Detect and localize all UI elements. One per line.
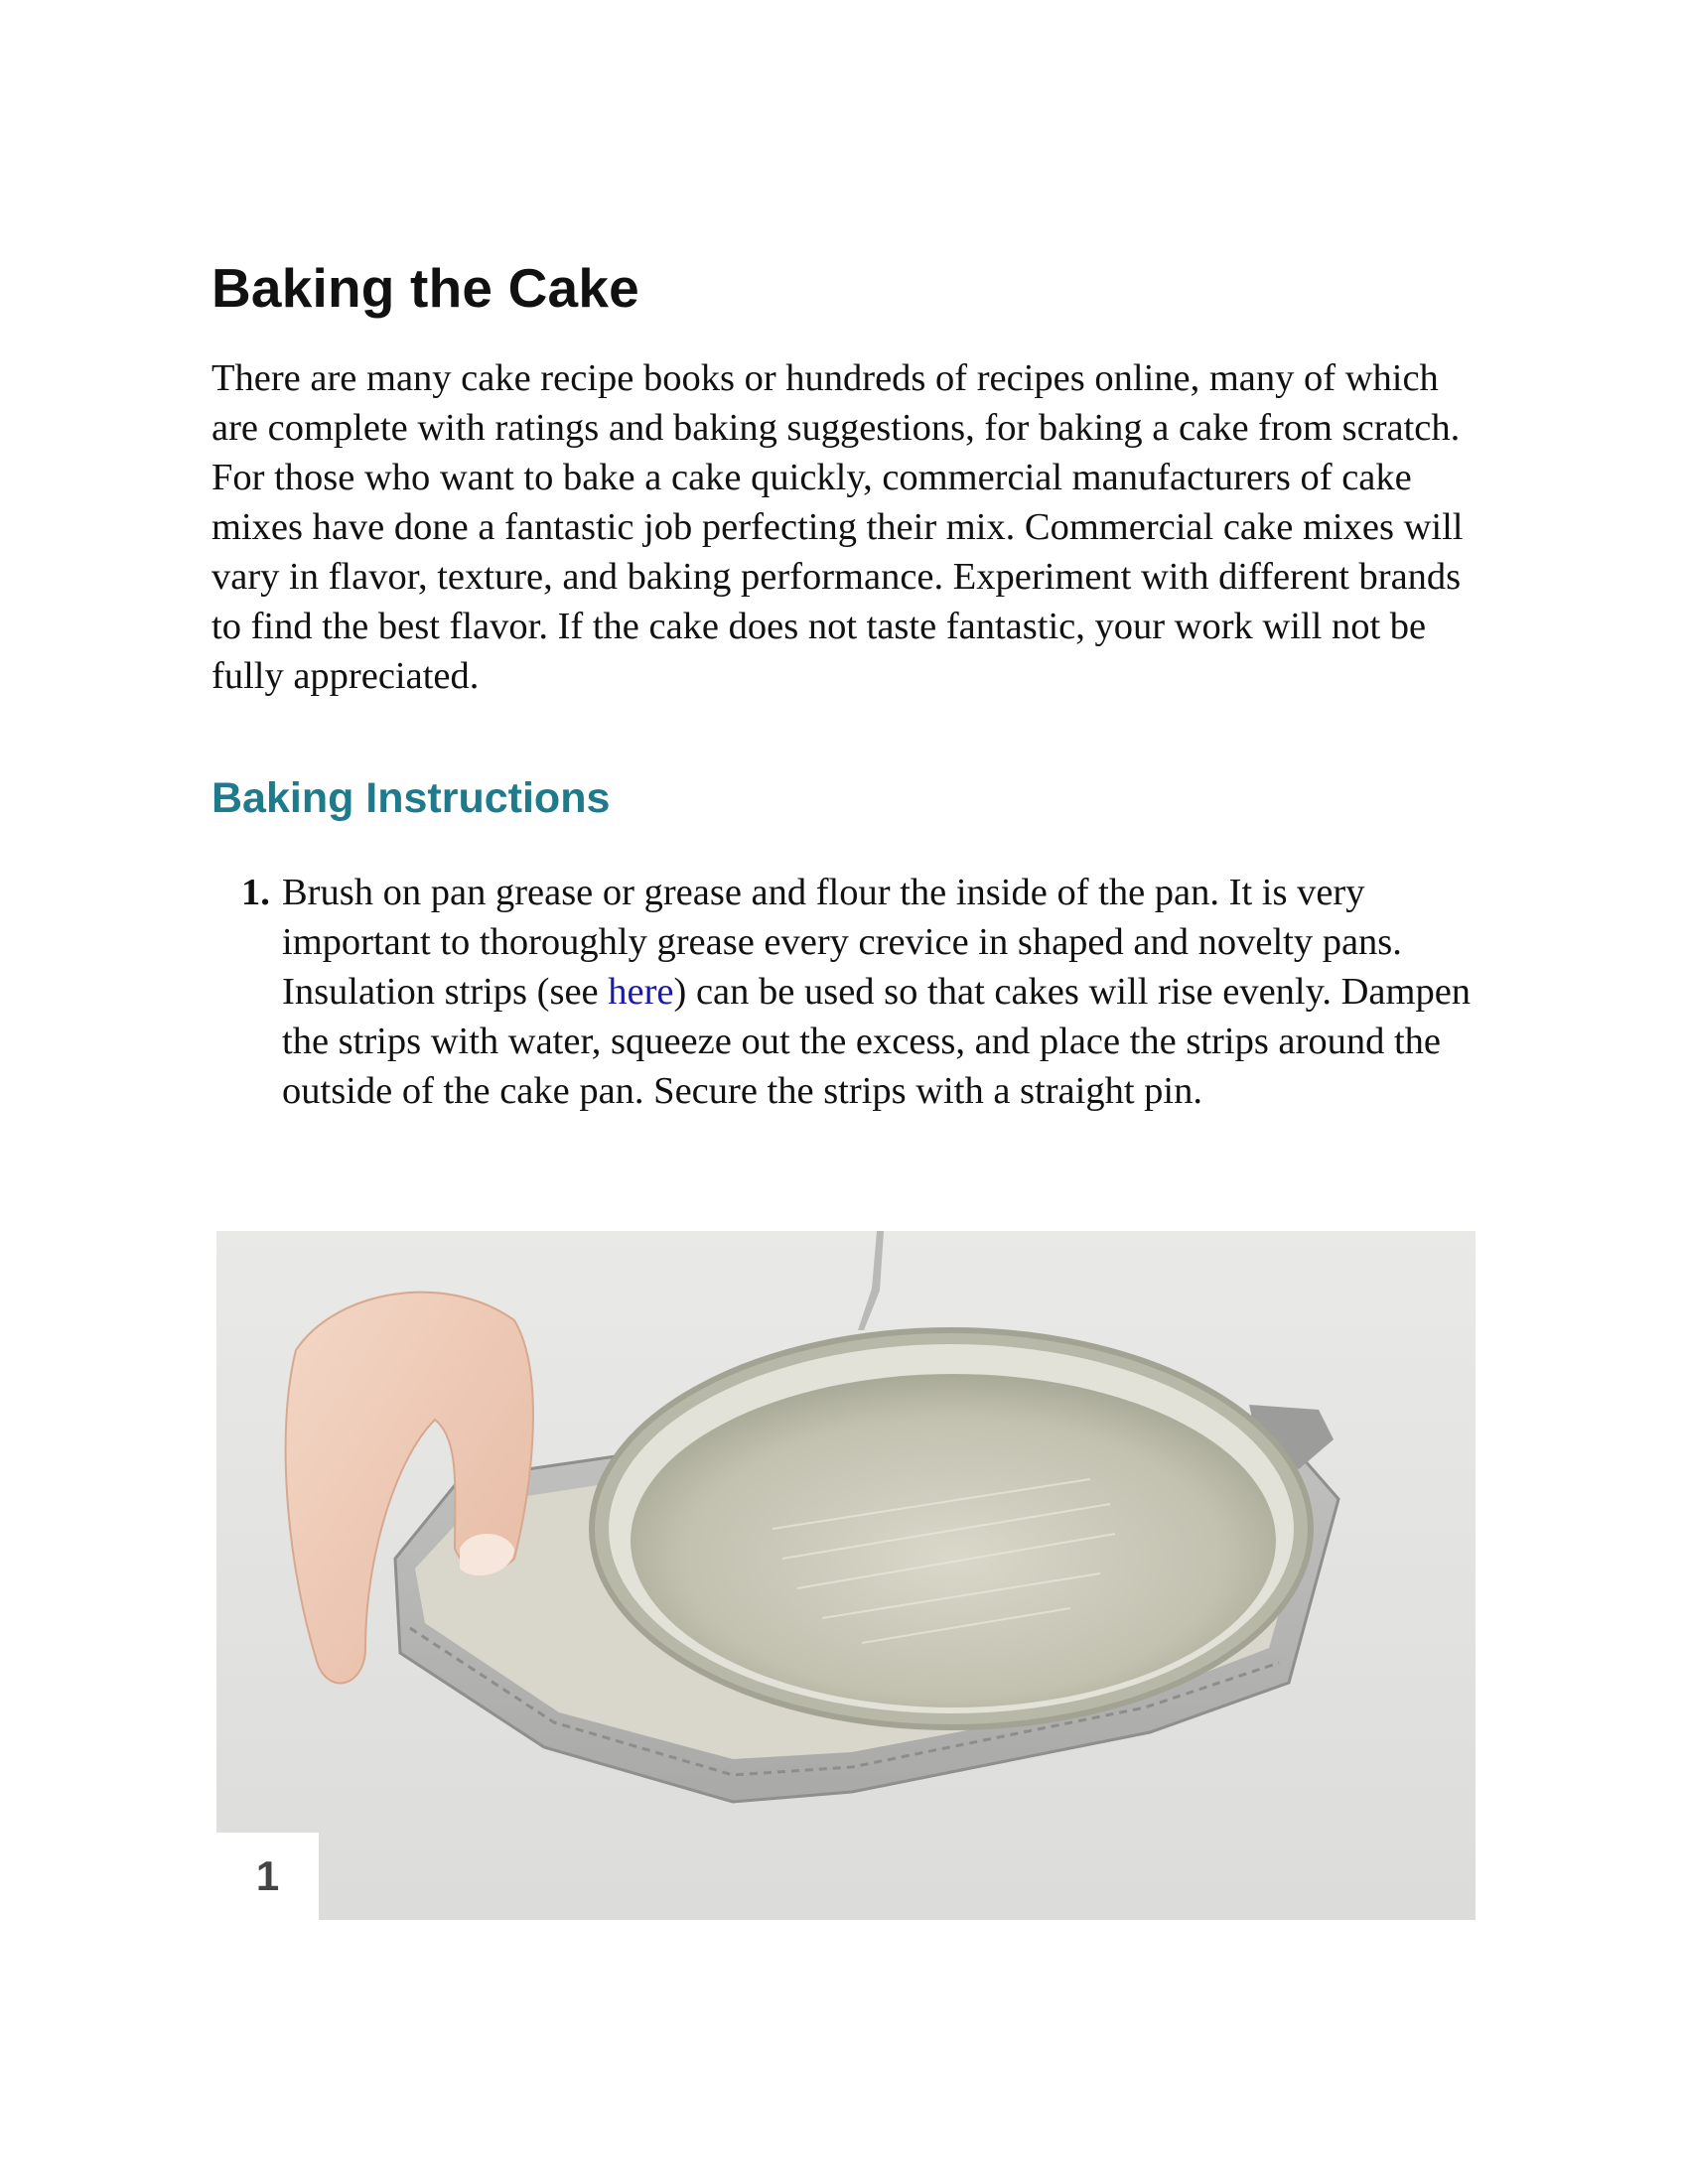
step-text-after-link: ) can be used so that cakes will rise evenly. Dampen the strips with water, squeeze out the excess, and place the strips around the outside of the cake pan. Secure the strips with a straight pin. (282, 971, 1472, 1112)
step-text-before-link: Brush on pan grease or grease and flour the inside of the pan. It is very important to thoroughly grease every crevice in shaped and novelty pans. Insulation strips (see (282, 872, 1402, 1013)
cake-pan-photo-illustration (216, 1231, 1476, 1920)
step-text (282, 868, 1505, 1116)
step-number-badge: 1 (216, 1833, 319, 1920)
section-heading: Baking Instructions (211, 774, 611, 822)
here-link[interactable]: here (608, 971, 674, 1013)
step-photo (216, 1231, 1476, 1920)
page-title: Baking the Cake (211, 257, 639, 319)
step-number: 1. (241, 872, 270, 913)
intro-paragraph: There are many cake recipe books or hundreds of recipes online, many of which are complete with ratings and baking suggestions, for baking a cake from scratch. For those who want to bake a cake quickly, commercial manufacturers of cake mixes have done a fantastic job perfecting their mix. Commercial cake mixes will vary in flavor, texture, and baking performance. Experiment with different brands to find the best flavor. If the cake does not taste fantastic, your work will not be fully appreciated. (211, 357, 1464, 697)
